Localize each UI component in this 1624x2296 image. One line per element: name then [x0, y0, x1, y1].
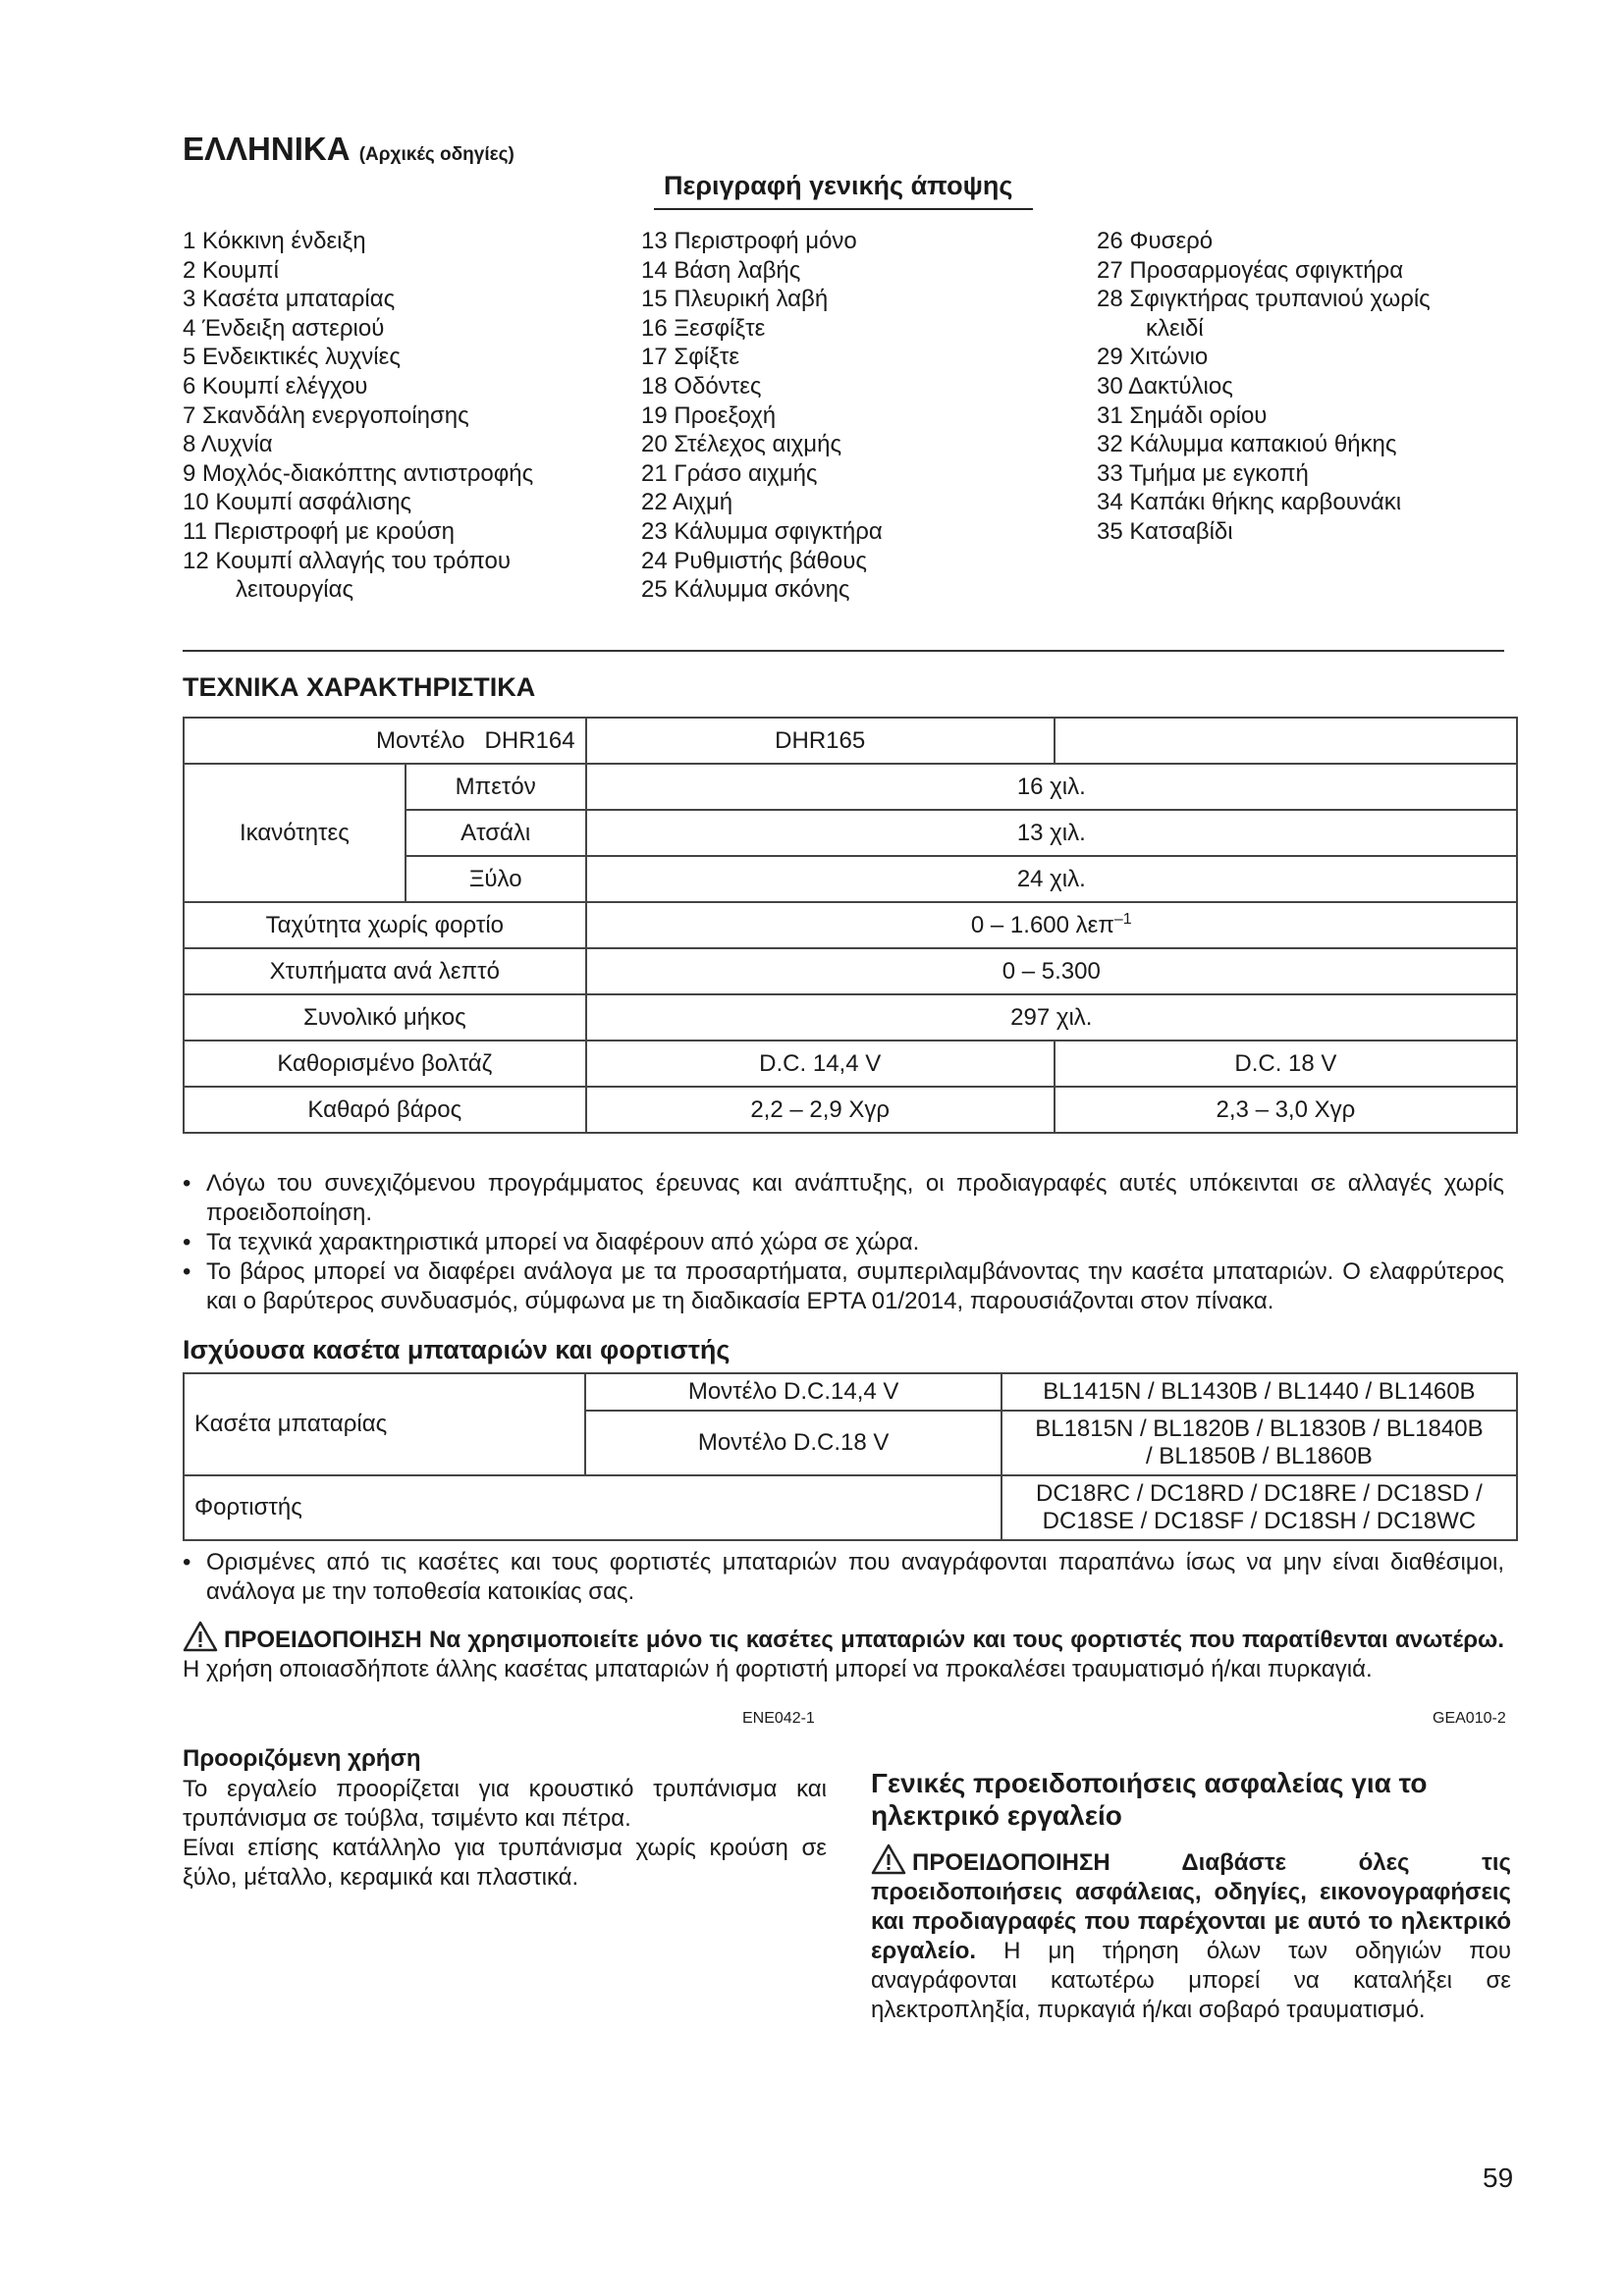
list-item: 33 Τμήμα με εγκοπή — [1097, 459, 1309, 487]
model144-value: BL1415N / BL1430B / BL1440 / BL1460B — [1001, 1373, 1517, 1411]
list-item: 16 Ξεσφίξτε — [641, 314, 766, 342]
list-item: 13 Περιστροφή μόνο — [641, 228, 857, 254]
overview-column-2 — [641, 227, 883, 605]
list-item: 27 Προσαρμογέας σφιγκτήρα — [1097, 256, 1404, 284]
intended-use-section — [183, 1743, 827, 1893]
language-name: ΕΛΛΗΝΙΚΑ — [183, 131, 351, 167]
list-item: 26 Φυσερό — [1097, 228, 1214, 254]
battery-table — [183, 1372, 1518, 1541]
general-safety-title-line2: ηλεκτρικό εργαλείο — [871, 1800, 1122, 1831]
length-label: Συνολικό μήκος — [184, 994, 586, 1041]
list-item: 5 Ενδεικτικές λυχνίες — [183, 344, 401, 371]
battery-title: Ισχύουσα κασέτα μπαταριών και φορτιστής — [183, 1335, 731, 1364]
model18-value — [1001, 1411, 1517, 1475]
spec-notes — [183, 1169, 1504, 1316]
model18-value-line2: / BL1850B / BL1860B — [1145, 1443, 1373, 1469]
concrete-value: 16 χιλ. — [586, 764, 1517, 810]
steel-value: 13 χιλ. — [586, 810, 1517, 856]
overview-title: Περιγραφή γενικής άποψης — [664, 171, 1013, 200]
list-item: 24 Ρυθμιστής βάθους — [641, 547, 867, 574]
overview-column-1 — [183, 227, 533, 605]
table-row — [184, 764, 1517, 810]
list-item-continuation: κλειδί — [1146, 314, 1204, 342]
list-item: 18 Οδόντες — [641, 372, 762, 400]
table-row — [184, 994, 1517, 1041]
tech-specs-title: ΤΕΧΝΙΚΑ ΧΑΡΑΚΤΗΡΙΣΤΙΚΑ — [183, 672, 536, 702]
model-label: Μοντέλο — [376, 726, 465, 754]
capacities-label: Ικανότητες — [184, 764, 406, 902]
table-row — [184, 1087, 1517, 1133]
spec-note: • Τα τεχνικά χαρακτηριστικά μπορεί να διαφέρουν από χώρα σε χώρα. — [183, 1228, 1504, 1257]
wood-label: Ξύλο — [406, 856, 586, 902]
list-item: 29 Χιτώνιο — [1097, 344, 1209, 371]
charger-label: Φορτιστής — [184, 1475, 1001, 1540]
steel-label: Ατσάλι — [406, 810, 586, 856]
table-row — [184, 1373, 1517, 1411]
list-item: 28 Σφιγκτήρας τρυπανιού χωρίς — [1097, 286, 1431, 313]
list-item: 34 Καπάκι θήκης καρβουνάκι — [1097, 489, 1402, 516]
list-item: 35 Κατσαβίδι — [1097, 517, 1233, 545]
battery-warning-bold: ΠΡΟΕΙΔΟΠΟΙΗΣΗ Να χρησιμοποιείτε μόνο τις κασέτες μπαταριών και τους φορτιστές που παρατίθενται ανωτέρω. — [224, 1627, 1504, 1653]
general-warning-bold: ΠΡΟΕΙΔΟΠΟΙΗΣΗ Διαβάστε όλες τις προειδοποιήσεις ασφάλειας, οδηγίες, εικονογραφήσεις και προδιαγραφές που παρέχονται με αυτό το ηλεκτρικό εργαλείο. — [871, 1849, 1511, 1964]
model18-value-line1: BL1815N / BL1820B / BL1830B / BL1840B — [1035, 1415, 1484, 1442]
general-warning-text: Η μη τήρηση όλων των οδηγιών που αναγράφονται κατωτέρω μπορεί να καταλήξει σε ηλεκτροπληξία, πυρκαγιά ή/και σοβαρό τραυματισμό. — [871, 1938, 1511, 2023]
tech-specs-table — [183, 717, 1518, 1134]
general-safety-section — [871, 1767, 1519, 2025]
model144-label: Μοντέλο D.C.14,4 V — [585, 1373, 1001, 1411]
list-item-continuation: λειτουργίας — [236, 576, 354, 604]
voltage-a: D.C. 14,4 V — [586, 1041, 1055, 1087]
table-row — [184, 948, 1517, 994]
empty-cell — [1055, 718, 1517, 764]
list-item: 20 Στέλεχος αιχμής — [641, 431, 842, 458]
battery-notes — [183, 1548, 1504, 1607]
charger-value-line1: DC18RC / DC18RD / DC18RE / DC18SD / — [1036, 1480, 1483, 1507]
table-row — [184, 902, 1517, 948]
list-item: 10 Κουμπί ασφάλισης — [183, 489, 412, 516]
warning-triangle-icon — [871, 1843, 906, 1875]
voltage-b: D.C. 18 V — [1055, 1041, 1517, 1087]
list-item: 7 Σκανδάλη ενεργοποίησης — [183, 401, 469, 429]
language-title — [183, 131, 514, 168]
general-safety-title-line1: Γενικές προειδοποιήσεις ασφαλείας για το — [871, 1768, 1428, 1798]
table-row — [184, 1475, 1517, 1540]
list-item: 23 Κάλυμμα σφιγκτήρα — [641, 517, 883, 545]
general-safety-warning — [871, 1843, 1511, 2025]
list-item: 15 Πλευρική λαβή — [641, 286, 829, 313]
noload-label: Ταχύτητα χωρίς φορτίο — [184, 902, 586, 948]
overview-column-3 — [1097, 227, 1431, 547]
list-item: 3 Κασέτα μπαταρίας — [183, 286, 396, 313]
list-item: 21 Γράσο αιχμής — [641, 459, 818, 487]
charger-value — [1001, 1475, 1517, 1540]
list-item: 30 Δακτύλιος — [1097, 372, 1233, 400]
intended-use-p2: Είναι επίσης κατάλληλο για τρυπάνισμα χωρίς κρούση σε ξύλο, μέταλλο, κεραμικά και πλαστικά. — [183, 1835, 827, 1891]
model-a: DHR164 — [484, 726, 575, 754]
battery-warning — [183, 1621, 1504, 1684]
list-item: 31 Σημάδι ορίου — [1097, 401, 1268, 429]
intended-use-p1: Το εργαλείο προορίζεται για κρουστικό τρυπάνισμα και τρυπάνισμα σε τούβλα, τσιμέντο και πέτρα. — [183, 1776, 827, 1832]
list-item: 2 Κουμπί — [183, 256, 279, 284]
language-subtitle: (Αρχικές οδηγίες) — [358, 144, 514, 165]
page-number: 59 — [1483, 2163, 1514, 2193]
weight-label: Καθαρό βάρος — [184, 1087, 586, 1133]
blows-value: 0 – 5.300 — [586, 948, 1517, 994]
list-item: 17 Σφίξτε — [641, 344, 740, 371]
list-item: 19 Προεξοχή — [641, 401, 777, 429]
list-item: 1 Κόκκινη ένδειξη — [183, 228, 366, 254]
table-row — [184, 718, 1517, 764]
battery-warning-text: Η χρήση οποιασδήποτε άλλης κασέτας μπαταριών ή φορτιστή μπορεί να προκαλέσει τραυματισμό ή/και πυρκαγιά. — [183, 1656, 1373, 1682]
weight-a: 2,2 – 2,9 Χγρ — [586, 1087, 1055, 1133]
list-item: 8 Λυχνία — [183, 431, 273, 458]
list-item: 9 Μοχλός-διακόπτης αντιστροφής — [183, 459, 534, 487]
list-item: 14 Βάση λαβής — [641, 256, 801, 284]
length-value: 297 χιλ. — [586, 994, 1517, 1041]
list-item: 4 Ένδειξη αστεριού — [183, 314, 385, 342]
spec-note: • Λόγω του συνεχιζόμενου προγράμματος έρευνας και ανάπτυξης, οι προδιαγραφές αυτές υπόκεινται σε αλλαγές χωρίς προειδοποίηση. — [183, 1169, 1504, 1228]
table-row — [184, 1041, 1517, 1087]
list-item: 12 Κουμπί αλλαγής του τρόπου — [183, 547, 512, 574]
voltage-label: Καθορισμένο βολτάζ — [184, 1041, 586, 1087]
list-item: 32 Κάλυμμα καπακιού θήκης — [1097, 431, 1397, 458]
wood-value: 24 χιλ. — [586, 856, 1517, 902]
list-item: 25 Κάλυμμα σκόνης — [641, 576, 850, 604]
cartridge-label: Κασέτα μπαταρίας — [184, 1373, 585, 1475]
noload-value: 0 – 1.600 λεπ — [970, 912, 1114, 938]
section-divider — [183, 650, 1504, 652]
spec-note: • Το βάρος μπορεί να διαφέρει ανάλογα με τα προσαρτήματα, συμπεριλαμβάνοντας την κασέτα μπαταριών. Ο ελαφρύτερος και ο βαρύτερος συνδυασμός, σύμφωνα με τη διαδικασία EPTA 01/2014, παρουσιάζονται στον πίνακα. — [183, 1257, 1504, 1316]
code-right: GEA010-2 — [1433, 1710, 1506, 1727]
model-b: DHR165 — [586, 718, 1055, 764]
list-item: 22 Αιχμή — [641, 489, 733, 516]
blows-label: Χτυπήματα ανά λεπτό — [184, 948, 586, 994]
noload-superscript: –1 — [1113, 911, 1132, 928]
overview-underline — [654, 208, 1033, 210]
noload-cell — [586, 902, 1517, 948]
code-left: ENE042-1 — [742, 1710, 815, 1727]
model18-label: Μοντέλο D.C.18 V — [585, 1411, 1001, 1475]
weight-b: 2,3 – 3,0 Χγρ — [1055, 1087, 1517, 1133]
list-item: 6 Κουμπί ελέγχου — [183, 372, 368, 400]
intended-use-title: Προοριζόμενη χρήση — [183, 1745, 421, 1772]
concrete-label: Μπετόν — [406, 764, 586, 810]
warning-triangle-icon — [183, 1621, 218, 1652]
general-safety-title — [871, 1767, 1519, 1832]
battery-note: • Ορισμένες από τις κασέτες και τους φορτιστές μπαταριών που αναγράφονται παραπάνω ίσως να μην είναι διαθέσιμοι, ανάλογα με την τοποθεσία κατοικίας σας. — [183, 1548, 1504, 1607]
model-header-cell — [184, 718, 586, 764]
list-item: 11 Περιστροφή με κρούση — [183, 517, 455, 545]
charger-value-line2: DC18SE / DC18SF / DC18SH / DC18WC — [1042, 1508, 1477, 1534]
